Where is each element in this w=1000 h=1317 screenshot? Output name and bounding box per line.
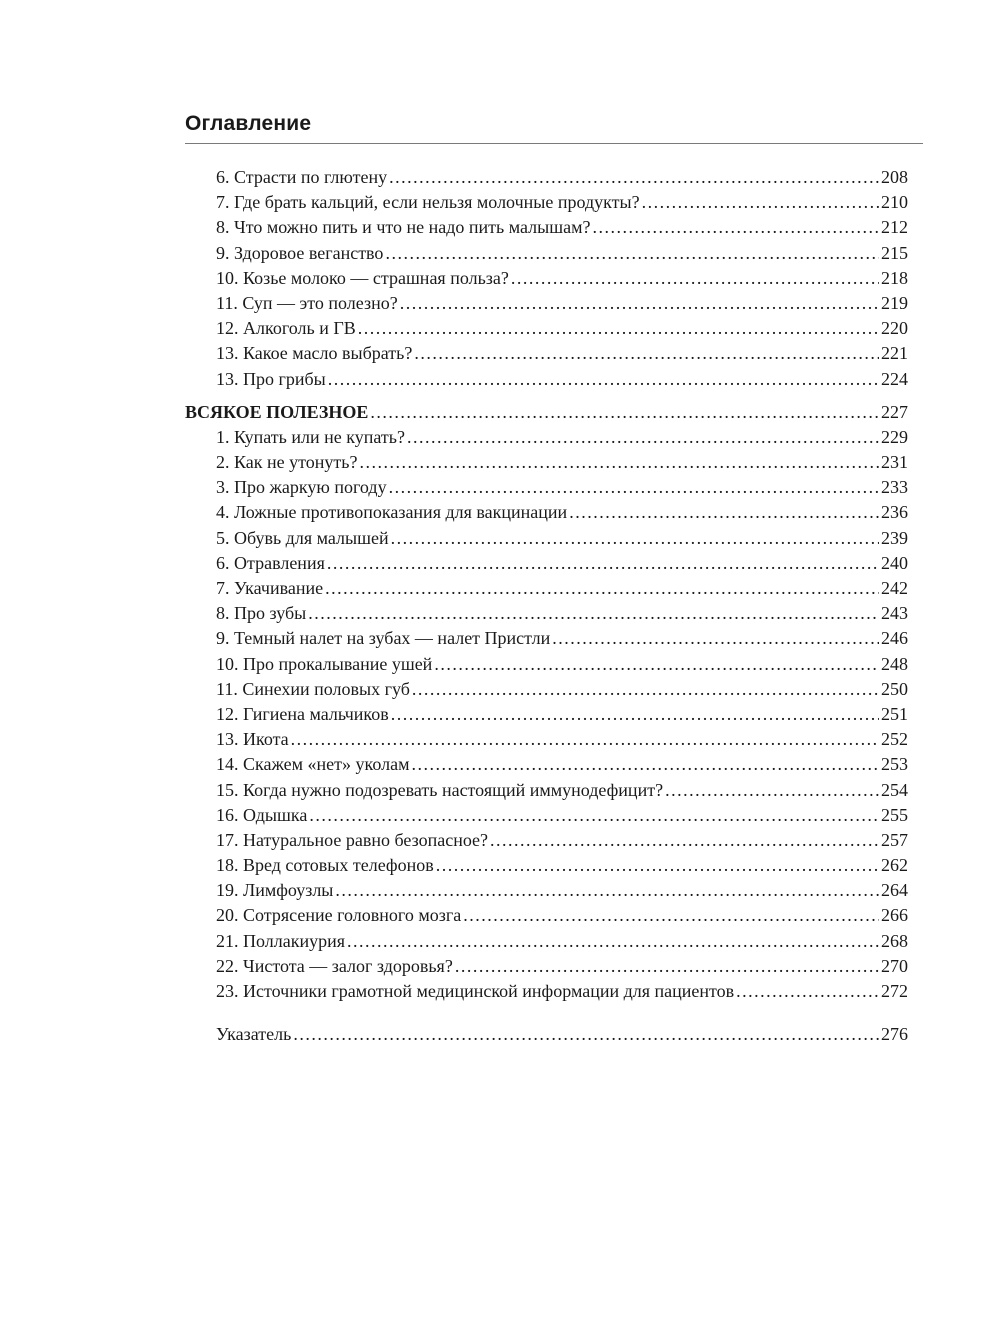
- toc-entry-page: 208: [881, 167, 908, 187]
- toc-entry-page: 266: [881, 905, 908, 926]
- table-of-contents: [185, 165, 908, 1047]
- toc-entry-page: 242: [881, 578, 908, 598]
- toc-entry-page: 220: [881, 318, 908, 339]
- toc-entry-index[interactable]: [185, 1022, 908, 1047]
- dot-leader: [642, 190, 879, 215]
- dot-leader: [389, 165, 879, 190]
- toc-entry-label: Указатель: [216, 1024, 292, 1045]
- toc-entry-label: 9. Темный налет на зубах — налет Пристли: [216, 628, 551, 649]
- toc-entry-page: 262: [881, 855, 908, 876]
- dot-leader: [389, 475, 879, 500]
- dot-leader: [463, 903, 879, 928]
- toc-entry-label: 15. Когда нужно подозревать настоящий иммунодефицит?: [216, 779, 664, 800]
- toc-entry-label: 6. Страсти по глютену: [216, 167, 388, 187]
- dot-leader: [407, 425, 879, 450]
- toc-entry-page: 257: [881, 829, 908, 850]
- header-divider: [185, 143, 923, 144]
- toc-entry-label: 23. Источники грамотной медицинской информации для пациентов: [216, 981, 735, 1001]
- toc-entry[interactable]: [185, 215, 908, 240]
- toc-entry[interactable]: [185, 266, 908, 291]
- dot-leader: [359, 450, 879, 475]
- dot-leader: [455, 954, 879, 979]
- toc-entry[interactable]: [185, 500, 908, 525]
- toc-entry-label: 16. Одышка: [216, 804, 308, 825]
- dot-leader: [391, 702, 879, 727]
- toc-entry-page: 229: [881, 426, 908, 447]
- toc-entry-label: 14. Скажем «нет» уколам: [216, 754, 410, 775]
- dot-leader: [412, 677, 879, 702]
- toc-entry-label: 7. Где брать кальций, если нельзя молочные продукты?: [216, 192, 640, 213]
- dot-leader: [400, 291, 879, 316]
- toc-entry-page: 218: [881, 267, 908, 288]
- dot-leader: [328, 367, 879, 392]
- dot-leader: [308, 601, 879, 626]
- toc-entry-page: 239: [881, 527, 908, 548]
- toc-entry-page: 227: [881, 401, 908, 422]
- toc-entry-page: 254: [881, 779, 908, 800]
- dot-leader: [569, 500, 879, 525]
- dot-leader: [436, 853, 879, 878]
- toc-entry-page: 224: [881, 368, 908, 389]
- toc-entry-page: 212: [881, 217, 908, 238]
- toc-entry-label: 8. Про зубы: [216, 603, 307, 624]
- toc-section-label: ВСЯКОЕ ПОЛЕЗНОЕ: [185, 401, 369, 422]
- toc-entry-label: 11. Синехии половых губ: [216, 678, 410, 699]
- dot-leader: [511, 266, 879, 291]
- dot-leader: [385, 241, 879, 266]
- dot-leader: [414, 341, 879, 366]
- toc-entry-page: 248: [881, 653, 908, 674]
- toc-entry-page: 252: [881, 729, 908, 750]
- toc-entry[interactable]: [185, 954, 908, 979]
- toc-entry-label: 17. Натуральное равно безопасное?: [216, 829, 489, 850]
- toc-entry-label: 2. Как не утонуть?: [216, 452, 358, 473]
- toc-entry[interactable]: [185, 803, 908, 828]
- toc-entry[interactable]: [185, 979, 908, 1004]
- dot-leader: [434, 652, 879, 677]
- dot-leader: [391, 526, 879, 551]
- toc-entry-label: 13. Какое масло выбрать?: [216, 343, 413, 364]
- toc-entry-label: 18. Вред сотовых телефонов: [216, 855, 434, 876]
- dot-leader: [358, 316, 879, 341]
- toc-entry[interactable]: [185, 425, 908, 450]
- toc-entry-label: 6. Отравления: [216, 552, 325, 573]
- toc-entry-page: 219: [881, 292, 908, 313]
- toc-entry-page: 264: [881, 880, 908, 901]
- toc-entry[interactable]: [185, 576, 908, 601]
- dot-leader: [335, 878, 879, 903]
- toc-entry[interactable]: [185, 241, 908, 266]
- toc-section-heading[interactable]: [185, 400, 908, 425]
- toc-entry[interactable]: [185, 551, 908, 576]
- toc-entry[interactable]: [185, 450, 908, 475]
- toc-entry-page: 231: [881, 452, 908, 473]
- dot-leader: [490, 828, 879, 853]
- page-title: Оглавление: [185, 112, 312, 135]
- toc-entry-page: 236: [881, 502, 908, 523]
- toc-entry-label: 21. Поллакиурия: [216, 930, 346, 951]
- toc-entry[interactable]: [185, 727, 908, 752]
- toc-entry[interactable]: [185, 165, 908, 190]
- toc-entry[interactable]: [185, 341, 908, 366]
- toc-entry[interactable]: [185, 626, 908, 651]
- toc-entry-page: 243: [881, 603, 908, 624]
- toc-entry[interactable]: [185, 677, 908, 702]
- toc-entry-page: 250: [881, 678, 908, 699]
- toc-entry-label: 10. Про прокалывание ушей: [216, 653, 433, 674]
- dot-leader: [325, 576, 879, 601]
- toc-entry-page: 210: [881, 192, 908, 213]
- dot-leader: [327, 551, 879, 576]
- toc-entry-label: 9. Здоровое веганство: [216, 242, 384, 263]
- dot-leader: [293, 1022, 879, 1047]
- dot-leader: [736, 979, 879, 1004]
- dot-leader: [592, 215, 879, 240]
- toc-entry-page: 240: [881, 552, 908, 573]
- toc-entry[interactable]: [185, 601, 908, 626]
- toc-entry[interactable]: [185, 903, 908, 928]
- toc-entry[interactable]: [185, 316, 908, 341]
- dot-leader: [412, 752, 880, 777]
- toc-entry-label: 12. Гигиена мальчиков: [216, 703, 389, 724]
- toc-entry-label: 3. Про жаркую погоду: [216, 477, 387, 498]
- toc-entry-label: 11. Суп — это полезно?: [216, 292, 398, 313]
- dot-leader: [665, 778, 879, 803]
- toc-entry-page: 253: [881, 754, 908, 775]
- toc-entry[interactable]: [185, 190, 908, 215]
- toc-entry-label: 10. Козье молоко — страшная польза?: [216, 267, 509, 288]
- toc-entry[interactable]: [185, 291, 908, 316]
- toc-entry[interactable]: [185, 367, 908, 392]
- dot-leader: [291, 727, 879, 752]
- toc-entry-label: 20. Сотрясение головного мозга: [216, 905, 462, 926]
- toc-entry-page: 272: [881, 981, 908, 1001]
- toc-entry-label: 5. Обувь для малышей: [216, 527, 389, 548]
- toc-entry-label: 19. Лимфоузлы: [216, 880, 334, 901]
- toc-entry-label: 1. Купать или не купать?: [216, 426, 405, 447]
- toc-entry-label: 13. Икота: [216, 729, 289, 750]
- toc-entry-label: 4. Ложные противопоказания для вакцинации: [216, 502, 568, 523]
- dot-leader: [347, 929, 879, 954]
- toc-entry-page: 221: [881, 343, 908, 364]
- toc-entry-label: 13. Про грибы: [216, 368, 326, 389]
- toc-entry-page: 268: [881, 930, 908, 951]
- toc-entry-page: 276: [881, 1024, 908, 1045]
- toc-entry[interactable]: [185, 652, 908, 677]
- toc-entry-label: 12. Алкоголь и ГВ: [216, 318, 356, 339]
- toc-entry-page: 233: [881, 477, 908, 498]
- toc-entry-label: 7. Укачивание: [216, 578, 324, 598]
- toc-entry[interactable]: [185, 878, 908, 903]
- toc-entry-page: 215: [881, 242, 908, 263]
- toc-entry[interactable]: [185, 526, 908, 551]
- toc-entry-label: 8. Что можно пить и что не надо пить малышам?: [216, 217, 591, 238]
- dot-leader: [370, 400, 879, 425]
- dot-leader: [309, 803, 879, 828]
- toc-entry-label: 22. Чистота — залог здоровья?: [216, 955, 453, 976]
- toc-entry[interactable]: [185, 778, 908, 803]
- toc-entry[interactable]: [185, 828, 908, 853]
- toc-entry[interactable]: [185, 702, 908, 727]
- toc-entry-page: 255: [881, 804, 908, 825]
- toc-entry[interactable]: [185, 475, 908, 500]
- toc-entry[interactable]: [185, 929, 908, 954]
- dot-leader: [552, 626, 879, 651]
- toc-entry[interactable]: [185, 853, 908, 878]
- toc-entry-page: 270: [881, 955, 908, 976]
- toc-entry-page: 251: [881, 703, 908, 724]
- toc-entry[interactable]: [185, 752, 908, 777]
- toc-entry-page: 246: [881, 628, 908, 649]
